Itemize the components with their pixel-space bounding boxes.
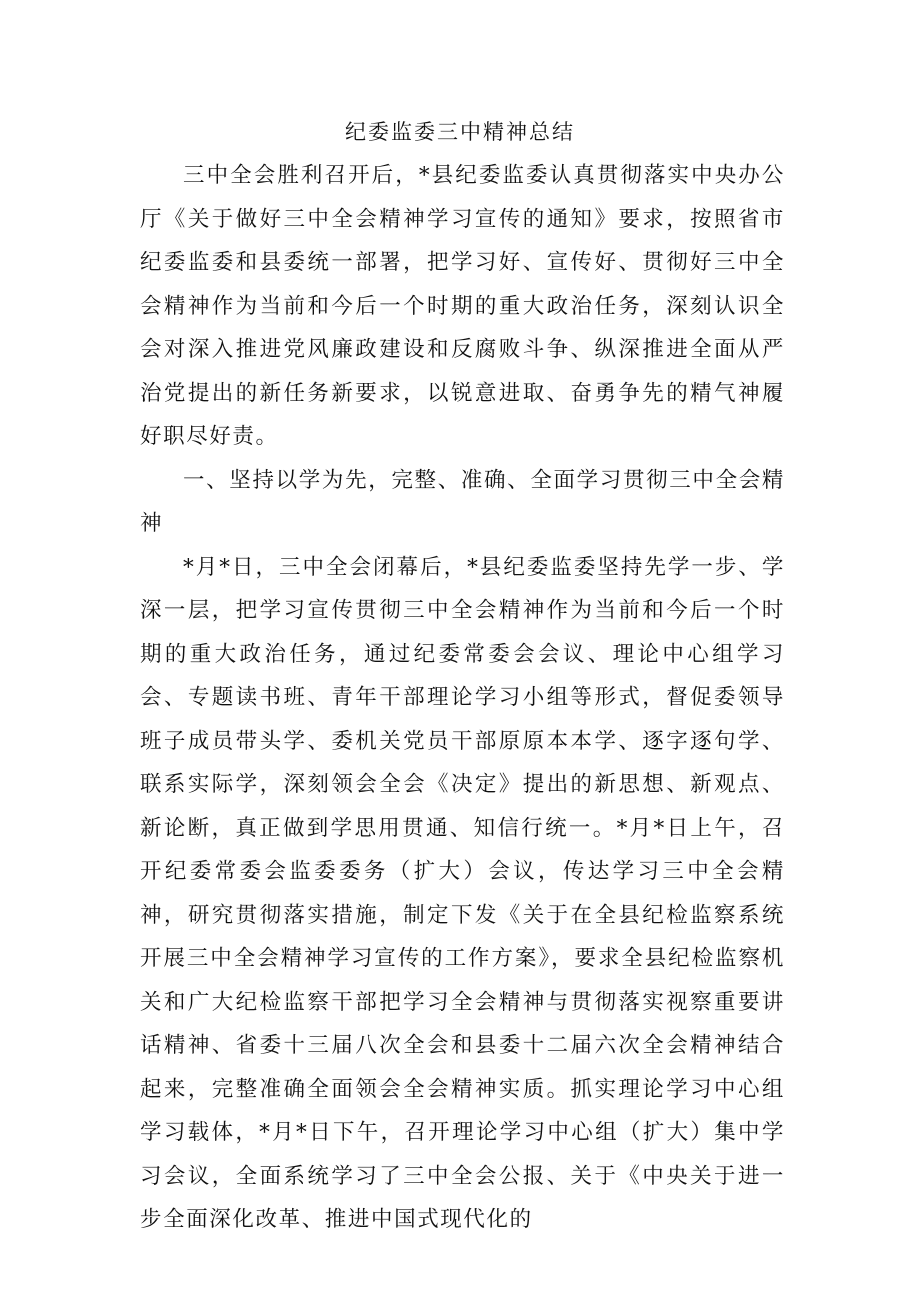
document-title: 纪委监委三中精神总结 xyxy=(345,120,575,144)
paragraph-section-1: *月*日，三中全会闭幕后，*县纪委监委坚持先学一步、学深一层，把学习宣传贯彻三中全会精神作为当前和今后一个时期的重大政治任务，通过纪委常委会会议、理论中心组学习会、专题读书班、青年干部理论学习小组等形式，督促委领导班子成员带头学、委机关党员干部原原本本学、逐字逐句学、联系实际学，深刻领会全会《决定》提出的新思想、新观点、新论断，真正做到学思用贯通、知信行统一。*月*日上午，召开纪委常委会监委委务（扩大）会议，传达学习三中全会精神，研究贯彻落实措施，制定下发《关于在全县纪检监察系统开展三中全会精神学习宣传的工作方案》，要求全县纪检监察机关和广大纪检监察干部把学习全会精神与贯彻落实视察重要讲话精神、省委十三届八次全会和县委十二届六次全会精神结合起来，完整准确全面领会全会精神实质。抓实理论学习中心组学习载体，*月*日下午，召开理论学习中心组（扩大）集中学习会议，全面系统学习了三中全会公报、关于《中央关于进一步全面深化改革、推进中国式现代化的 xyxy=(140,554,785,1232)
paragraph-intro: 三中全会胜利召开后，*县纪委监委认真贯彻落实中央办公厅《关于做好三中全会精神学习宣传的通知》要求，按照省市纪委监委和县委统一部署，把学习好、宣传好、贯彻好三中全会精神作为当前和今后一个时期的重大政治任务，深刻认识全会对深入推进党风廉政建设和反腐败斗争、纵深推进全面从严治党提出的新任务新要求，以锐意进取、奋勇争先的精气神履好职尽好责。 xyxy=(140,163,785,449)
section-heading-1: 一、坚持以学为先，完整、准确、全面学习贯彻三中全会精神 xyxy=(140,467,785,536)
document-body xyxy=(140,154,785,1242)
